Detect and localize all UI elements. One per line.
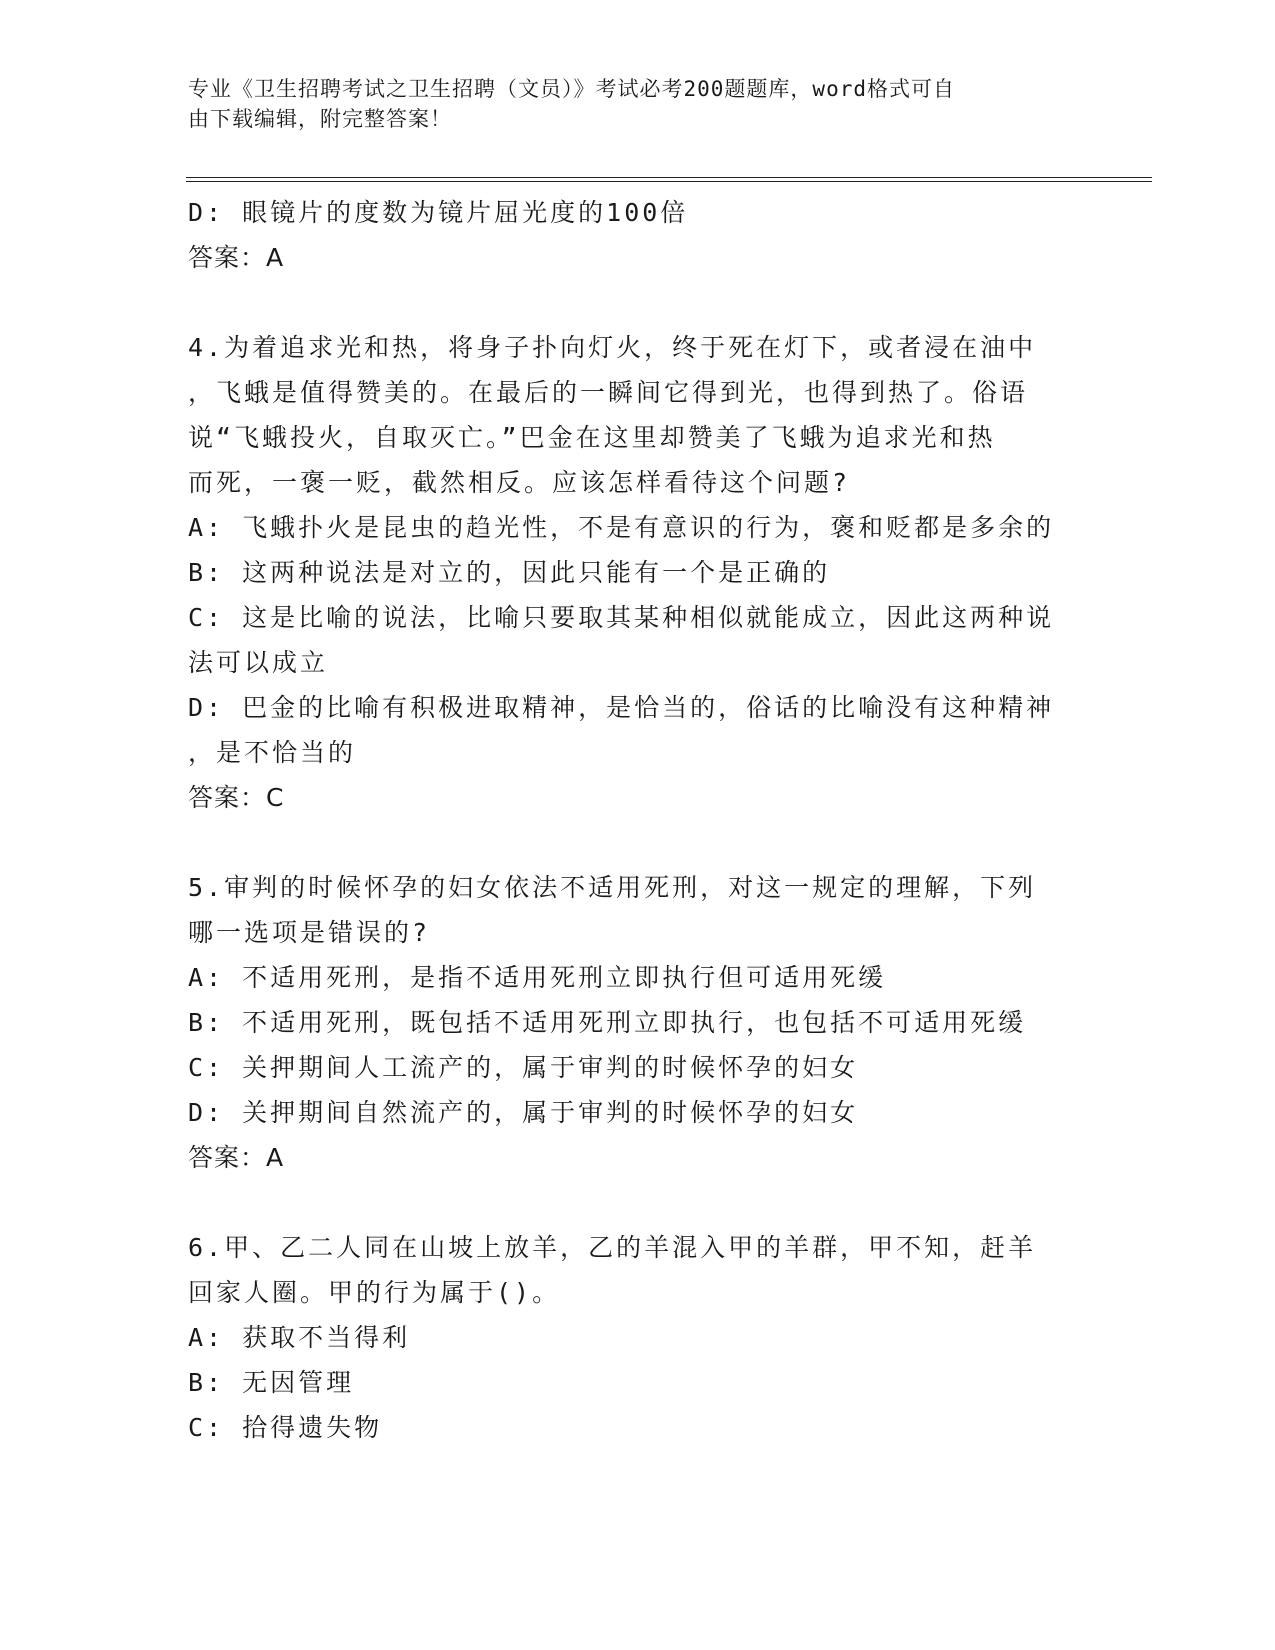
option-c: C: 关押期间人工流产的，属于审判的时候怀孕的妇女 xyxy=(188,1053,859,1082)
answer: 答案：A xyxy=(188,1143,285,1172)
question-5 xyxy=(188,865,1088,1180)
header-title-line-2: 由下载编辑，附完整答案！ xyxy=(188,107,452,131)
spacer xyxy=(188,1180,1088,1225)
previous-question-tail xyxy=(188,190,1088,280)
option-a: A: 不适用死刑，是指不适用死刑立即执行但可适用死缓 xyxy=(188,963,887,992)
option-c-continued: 法可以成立 xyxy=(188,648,329,677)
question-4 xyxy=(188,325,1088,820)
answer: 答案：A xyxy=(188,243,285,272)
question-stem-line: 哪一选项是错误的? xyxy=(188,918,431,947)
question-stem-line: 说“飞蛾投火，自取灭亡。”巴金在这里却赞美了飞蛾为追求光和热 xyxy=(188,423,996,452)
question-stem-line: 6.甲、乙二人同在山坡上放羊，乙的羊混入甲的羊群，甲不知，赶羊 xyxy=(188,1233,1037,1262)
question-stem-line: 5.审判的时候怀孕的妇女依法不适用死刑，对这一规定的理解，下列 xyxy=(188,873,1037,902)
question-stem-line: 而死，一褒一贬，截然相反。应该怎样看待这个问题? xyxy=(188,468,851,497)
option-d: D: 眼镜片的度数为镜片屈光度的100倍 xyxy=(188,198,689,227)
question-stem-line: ，飞蛾是值得赞美的。在最后的一瞬间它得到光，也得到热了。俗语 xyxy=(188,378,1029,407)
question-list xyxy=(188,190,1088,1450)
option-b: B: 无因管理 xyxy=(188,1368,355,1397)
option-b: B: 不适用死刑，既包括不适用死刑立即执行，也包括不可适用死缓 xyxy=(188,1008,1027,1037)
document-header xyxy=(188,74,1068,134)
option-c: C: 这是比喻的说法，比喻只要取其某种相似就能成立，因此这两种说 xyxy=(188,603,1055,632)
question-6 xyxy=(188,1225,1088,1450)
header-divider xyxy=(186,177,1152,182)
question-stem-line: 4.为着追求光和热，将身子扑向灯火，终于死在灯下，或者浸在油中 xyxy=(188,333,1037,362)
option-d: D: 关押期间自然流产的，属于审判的时候怀孕的妇女 xyxy=(188,1098,859,1127)
option-a: A: 飞蛾扑火是昆虫的趋光性，不是有意识的行为，褒和贬都是多余的 xyxy=(188,513,1055,542)
spacer xyxy=(188,820,1088,865)
option-c: C: 拾得遗失物 xyxy=(188,1413,383,1442)
header-title-line-1: 专业《卫生招聘考试之卫生招聘（文员）》考试必考200题题库，word格式可自 xyxy=(188,77,955,101)
answer: 答案：C xyxy=(188,783,285,812)
option-a: A: 获取不当得利 xyxy=(188,1323,411,1352)
question-stem-line: 回家人圈。甲的行为属于()。 xyxy=(188,1278,561,1307)
option-d-continued: ，是不恰当的 xyxy=(188,738,357,767)
option-b: B: 这两种说法是对立的，因此只能有一个是正确的 xyxy=(188,558,831,587)
option-d: D: 巴金的比喻有积极进取精神，是恰当的，俗话的比喻没有这种精神 xyxy=(188,693,1055,722)
spacer xyxy=(188,280,1088,325)
